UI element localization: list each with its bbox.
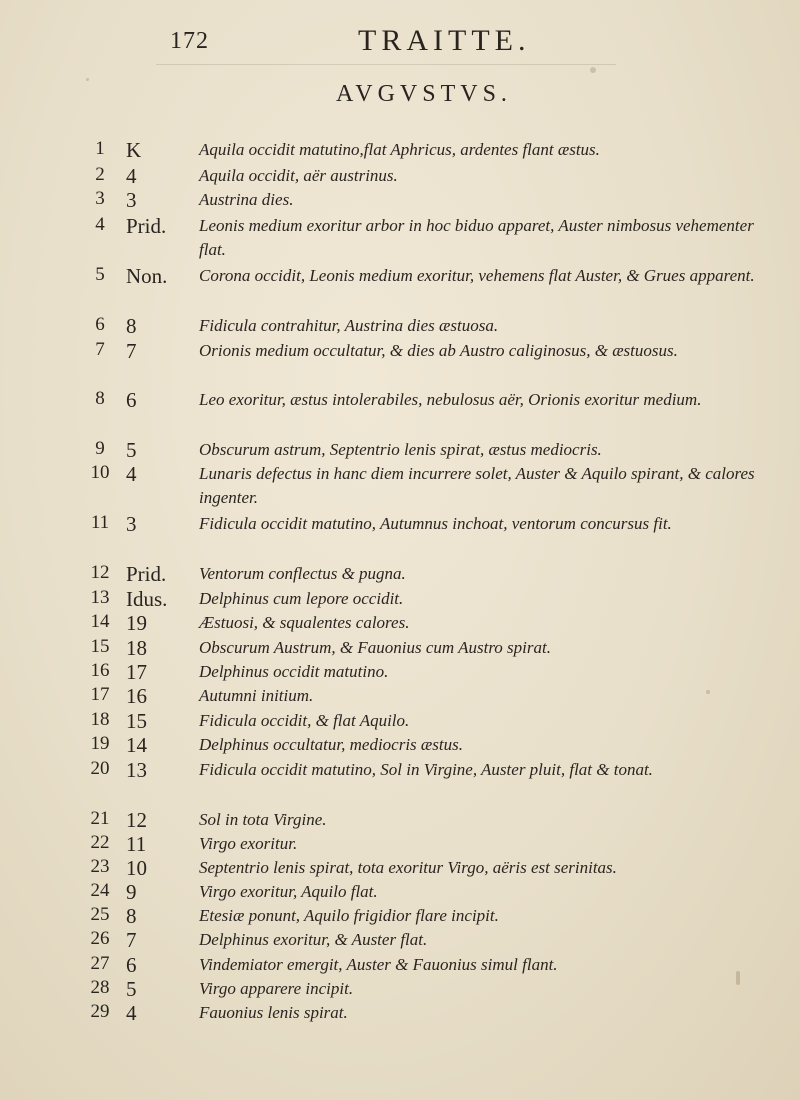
entry-text: Fidicula contrahitur, Austrina dies æstuosa. (199, 316, 499, 335)
entry-day-number: 20 (90, 758, 110, 779)
entry-day-number: 2 (95, 164, 105, 185)
entry-roman-date: Prid. (126, 214, 167, 238)
entry-text: Delphinus occultatur, mediocris æstus. (199, 735, 463, 754)
entry-day-number: 16 (90, 660, 110, 681)
entry-roman-date: 15 (126, 709, 147, 733)
entry-day-number: 27 (90, 953, 110, 974)
entry-roman-date: 7 (126, 339, 137, 363)
entry-text: Orionis medium occultatur, & dies ab Austro caliginosus, & æstuosus. (199, 341, 678, 360)
entry-day-number: 8 (95, 388, 105, 409)
entry-text: Virgo exoritur. (199, 834, 298, 853)
entry-day-number: 6 (95, 314, 105, 335)
entry-day-number: 7 (95, 339, 105, 360)
running-head: TRAITTE. (358, 24, 531, 57)
entry-day-number: 14 (90, 611, 110, 632)
entry-text: Sol in tota Virgine. (199, 810, 327, 829)
month-title: AVGVSTVS. (336, 81, 512, 107)
entry-day-number: 12 (90, 562, 110, 583)
entry-roman-date: 8 (126, 904, 137, 928)
entry-text: Obscurum astrum, Septentrio lenis spirat, æstus mediocris. (199, 440, 602, 459)
entry-roman-date: 18 (126, 636, 147, 660)
entry-roman-date: 6 (126, 953, 137, 977)
entry-day-number: 24 (90, 880, 110, 901)
entry-day-number: 19 (90, 733, 110, 754)
entry-day-number: 15 (90, 636, 110, 657)
entry-day-number: 23 (90, 856, 110, 877)
entry-text: Leonis medium exoritur arbor in hoc biduo apparet, Auster nimbosus vehementer flat. (199, 216, 754, 259)
entry-roman-date: 5 (126, 438, 137, 462)
entry-text: Septentrio lenis spirat, tota exoritur Virgo, aëris est serinitas. (199, 858, 617, 877)
entry-text: Vindemiator emergit, Auster & Fauonius simul flant. (199, 955, 558, 974)
page-number: 172 (170, 28, 209, 54)
entry-text: Delphinus cum lepore occidit. (199, 589, 404, 608)
entry-day-number: 10 (90, 462, 110, 483)
entry-day-number: 28 (90, 977, 110, 998)
entry-day-number: 22 (90, 832, 110, 853)
entry-text: Fidicula occidit matutino, Sol in Virgine, Auster pluit, flat & tonat. (199, 760, 653, 779)
entry-roman-date: 6 (126, 388, 137, 412)
entry-roman-date: 10 (126, 856, 147, 880)
entry-roman-date: 13 (126, 758, 147, 782)
entry-text: Fidicula occidit matutino, Autumnus inchoat, ventorum concursus fit. (199, 514, 672, 533)
entry-text: Virgo exoritur, Aquilo flat. (199, 882, 378, 901)
entry-roman-date: 3 (126, 512, 137, 536)
entry-text: Æstuosi, & squalentes calores. (199, 613, 410, 632)
entry-text: Delphinus occidit matutino. (199, 662, 389, 681)
entry-text: Etesiæ ponunt, Aquilo frigidior flare incipit. (199, 906, 499, 925)
entry-text: Ventorum conflectus & pugna. (199, 564, 406, 583)
entry-roman-date: 4 (126, 164, 137, 188)
entry-text: Aquila occidit, aër austrinus. (199, 166, 398, 185)
entry-roman-date: 8 (126, 314, 137, 338)
entry-roman-date: 14 (126, 733, 147, 757)
entry-day-number: 3 (95, 188, 105, 209)
entry-day-number: 26 (90, 928, 110, 949)
entry-roman-date: Non. (126, 264, 168, 288)
entry-text: Virgo apparere incipit. (199, 979, 354, 998)
entry-text: Lunaris defectus in hanc diem incurrere solet, Auster & Aquilo spirant, & calores ingenter. (199, 464, 755, 507)
entry-day-number: 1 (95, 138, 105, 159)
entry-day-number: 5 (95, 264, 105, 285)
entry-day-number: 13 (90, 587, 110, 608)
entry-roman-date: 19 (126, 611, 147, 635)
entry-text: Aquila occidit matutino,flat Aphricus, ardentes flant æstus. (199, 140, 600, 159)
entry-text: Corona occidit, Leonis medium exoritur, vehemens flat Auster, & Grues apparent. (199, 266, 755, 285)
entry-roman-date: Prid. (126, 562, 167, 586)
entry-roman-date: 16 (126, 684, 147, 708)
entry-day-number: 9 (95, 438, 105, 459)
entry-day-number: 17 (90, 684, 110, 705)
entry-roman-date: 11 (126, 832, 147, 856)
entry-text: Austrina dies. (199, 190, 294, 209)
entry-roman-date: 12 (126, 808, 147, 832)
entry-day-number: 4 (95, 214, 105, 235)
entry-text: Delphinus exoritur, & Auster flat. (199, 930, 428, 949)
entry-roman-date: 4 (126, 1001, 137, 1025)
entry-roman-date: 5 (126, 977, 137, 1001)
entry-text: Leo exoritur, æstus intolerabiles, nebulosus aër, Orionis exoritur medium. (199, 390, 702, 409)
entry-day-number: 11 (90, 512, 110, 533)
entry-roman-date: 3 (126, 188, 137, 212)
entry-text: Fidicula occidit, & flat Aquilo. (199, 711, 410, 730)
entry-roman-date: 7 (126, 928, 137, 952)
entry-text: Autumni initium. (199, 686, 314, 705)
entry-day-number: 21 (90, 808, 110, 829)
entry-roman-date: 4 (126, 462, 137, 486)
entry-day-number: 25 (90, 904, 110, 925)
entry-text: Obscurum Austrum, & Fauonius cum Austro spirat. (199, 638, 551, 657)
entry-roman-date: K (126, 138, 142, 162)
entry-day-number: 29 (90, 1001, 110, 1022)
entry-text: Fauonius lenis spirat. (199, 1003, 348, 1022)
entry-roman-date: 17 (126, 660, 147, 684)
entry-roman-date: Idus. (126, 587, 168, 611)
entry-day-number: 18 (90, 709, 110, 730)
entry-roman-date: 9 (126, 880, 137, 904)
